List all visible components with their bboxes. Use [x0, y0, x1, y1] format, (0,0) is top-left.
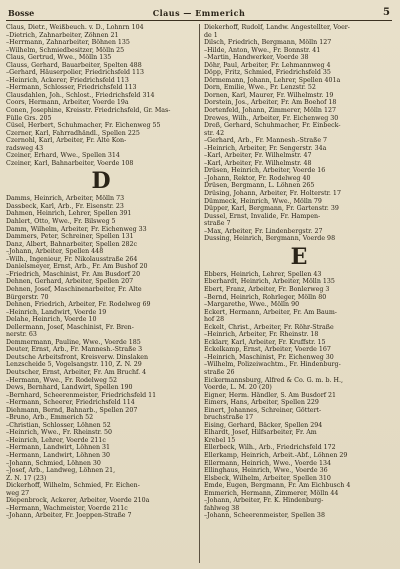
- directory-entry: Eimers, Hans, Arbeiter, Spellen 229: [204, 399, 319, 407]
- directory-entry: –Johann, Rektor, Fr. Rodelweg 40: [204, 174, 311, 182]
- directory-entry: fahlweg 38: [204, 504, 240, 512]
- directory-entry: Deutscher, Ernst, Arbeiter, Fr. Am Bruchf. 4: [6, 368, 147, 376]
- directory-entry: Diepenbrock, Ackerer, Arbeiter, Voerde 210a: [6, 497, 150, 505]
- directory-entry: –Bruno, Arb., Emmerich 52: [6, 414, 94, 422]
- directory-entry: Eckelt, Christ., Arbeiter, Fr. Röhr-Straße: [204, 323, 334, 331]
- directory-entry: Ebbers, Heinrich, Lehrer, Spellen 43: [204, 270, 322, 278]
- directory-entry: Düpper, Karl, Bergmann, Fr. Gartenstr. 39: [204, 205, 339, 213]
- directory-entry: –Heinrich, Landwirt, Voerde 19: [6, 308, 107, 316]
- directory-entry: Deutsche Arbeitsfront, Kreisverw. Dinslaken: [6, 353, 149, 361]
- directory-entry: –Friedrich, Maschinist, Fr. Am Busdorf 20: [6, 270, 141, 278]
- directory-entry: Claus, Gertrud, Wwe., Mölln 135: [6, 54, 112, 62]
- directory-entry: Drüsing, Johann, Arbeiter, Fr. Holterstr. 17: [204, 190, 341, 198]
- directory-entry: Dammers, Peter, Schreiner, Spellen 131: [6, 233, 134, 241]
- directory-entry: –Hermann, Landwirt, Löhnen 31: [6, 444, 111, 452]
- directory-entry: Eigner, Herm. Händler, S. Am Busdorf 21: [204, 391, 337, 399]
- directory-entry: Dehnen, Friedrich, Arbeiter, Fr. Rodelweg 69: [6, 301, 151, 309]
- directory-entry: bruchstraße 17: [204, 414, 254, 422]
- directory-entry: Eckert, Hermann, Arbeiter, Fr. Am Baum-: [204, 308, 337, 316]
- directory-entry: Dellermann, Josef, Maschinist, Fr. Bren-: [6, 323, 134, 331]
- directory-entry: str. 42: [204, 129, 225, 137]
- directory-entry: –Heinrich, Ackerer, Friedrichsfeld 113: [6, 76, 129, 84]
- directory-entry: –Margarethe, Wwe., Mölln 90: [204, 301, 300, 309]
- directory-entry: Dussel, Ernst, Invalide, Fr. Hampen-: [204, 212, 321, 220]
- directory-entry: Delahe, Heinrich, Voerde 10: [6, 316, 97, 324]
- directory-entry: Eising, Gerhard, Bäcker, Spellen 294: [204, 421, 323, 429]
- directory-entry: –Josef, Arb., Landweg, Löhnen 21,: [6, 467, 116, 475]
- directory-entry: Dickerhoff, Wilhelm, Schmied, Fr. Eichen-: [6, 482, 140, 490]
- directory-entry: Ellinghaus, Heinrich, Wwe., Voerde 36: [204, 467, 328, 475]
- directory-entry: Czernohl, Karl, Arbeiter, Fr. Alte Kon-: [6, 137, 127, 145]
- directory-entry: hof 28: [204, 316, 225, 324]
- column-divider: [199, 24, 200, 563]
- directory-entry: Dassbeck, Karl, Arb., Fr. Eisenstr. 23: [6, 202, 124, 210]
- directory-entry: –Wilhelm, Polizeiwachtm., Fr. Hindenburg-: [204, 361, 341, 369]
- directory-entry: –Herrmann, Zahnarbeiter, Böhnen 135: [6, 39, 130, 47]
- directory-entry: Diehmann, Bernd, Bahnarb., Spellen 207: [6, 406, 138, 414]
- directory-entry: –Gerhard, Häuserpolier, Friedrichsfeld 113: [6, 69, 145, 77]
- directory-entry: –Max, Arbeiter, Fr. Lindenbergstr. 27: [204, 227, 323, 235]
- directory-entry: Czerner, Karl, Fahrradhändl., Spellen 225: [6, 129, 140, 137]
- header-left-keyword: Bosse: [8, 8, 35, 18]
- directory-entry: Dörmemann, Johann, Lehrer, Spellen 401a: [204, 76, 341, 84]
- directory-entry: –Hermann, Scheerer, Friedrichsfeld 114: [6, 399, 135, 407]
- header-range: Claus — Emmerich: [152, 8, 246, 18]
- directory-entry: Eckelkamp, Ernst, Arbeiter, Voerde 167: [204, 346, 331, 354]
- directory-entry: Dorn, Emilie, Wwe., Fr. Lenzstr. 52: [204, 84, 316, 92]
- directory-entry: Dehnen, Josef, Maschinenarbeiter, Fr. Alte: [6, 285, 142, 293]
- directory-entry: Döpp, Fritz, Schmied, Friedrichsfeld 35: [204, 69, 331, 77]
- directory-entry: Dümmeck, Heinrich, Wwe., Mölln 79: [204, 197, 322, 205]
- directory-entry: Drüsen, Bergmann, L. Löhnen 265: [204, 182, 315, 190]
- directory-entry: Krebel 15: [204, 436, 236, 444]
- directory-entry: radsweg 43: [6, 144, 44, 152]
- directory-entry: de 1: [204, 31, 218, 39]
- directory-entry: –Heinrich, Arbeiter, Fr. Rheinstr. 18: [204, 331, 319, 339]
- directory-entry: –Heinrich, Arbeiter, Fr. Sengerstr. 34a: [204, 144, 327, 152]
- directory-entry: Demmermann, Pauline, Wwe., Voerde 185: [6, 338, 141, 346]
- left-entries-group-2: [6, 195, 196, 520]
- directory-entry: –Hermann, Landwirt, Löhnen 30: [6, 451, 111, 459]
- directory-entry: Ellerkamp, Heinrich, Arbeit.-Abf., Löhnen 29: [204, 451, 348, 459]
- directory-entry: Claus, Dietr., Weißbeuch. v. D., Lohnrn 104: [6, 24, 144, 31]
- directory-entry: –Bernd, Heinrich, Rohrleger, Mölln 80: [204, 293, 327, 301]
- directory-entry: –Karl, Arbeiter, Fr. Wilhelmstr. 48: [204, 159, 312, 167]
- directory-entry: –Karl, Arbeiter, Fr. Wilhelmstr. 47: [204, 152, 312, 160]
- right-entries-group-1: [204, 24, 394, 243]
- directory-entry: Emde, Eugen, Bergmann, Fr. Am Eichbusch 4: [204, 482, 351, 490]
- directory-entry: –Johann, Arbeiter, Fr. K. Hindenburg-: [204, 497, 324, 505]
- directory-entry: Dilsch, Friedrich, Bergmann, Mölln 127: [204, 39, 332, 47]
- directory-entry: Dorstein, Jos., Arbeiter, Fr. Am Boehof 18: [204, 99, 337, 107]
- directory-entry: Czeiner, Erhard, Wwe., Spellen 314: [6, 152, 120, 160]
- directory-entry: Eickermannsburg, Alfred & Co. G. m. b. H.,: [204, 376, 343, 384]
- directory-entry: Dahlert, Otto, Wwe., Fr. Bilsweg 5: [6, 218, 116, 226]
- section-initial-e: E: [290, 243, 308, 270]
- left-entries-group-1: [6, 24, 196, 167]
- directory-entry: –Hilde, Anton, Wwe., Fr. Bonnstr. 41: [204, 46, 321, 54]
- directory-entry: –Johann, Arbeiter, Fr. Joeppen-Straße 7: [6, 512, 132, 520]
- directory-entry: Coors, Hermann, Arbeiter, Voerde 19a: [6, 99, 129, 107]
- directory-entry: Drüsen, Heinrich, Arbeiter, Voerde 16: [204, 167, 326, 175]
- page-number: 5: [383, 7, 390, 18]
- directory-entry: –Heinrich, Lehrer, Voerde 211c: [6, 436, 106, 444]
- directory-entry: Conen, Josephine, Kreisstr. Friedrichsfeld, Gr. Mas-: [6, 107, 171, 115]
- directory-entry: Drewes, Wilh., Arbeiter, Fr. Eichenweg 30: [204, 114, 339, 122]
- directory-entry: Ebert, Franz, Arbeiter, Fr. Bonlerweg 3: [204, 285, 330, 293]
- directory-entry: Dornen, Karl, Maurer, Fr. Wilhelmstr. 19: [204, 91, 334, 99]
- directory-entry: Dews, Bernhard, Landwirt, Spellen 190: [6, 384, 133, 392]
- right-entries-group-2: [204, 271, 394, 520]
- left-column: [6, 24, 196, 565]
- directory-entry: Danz, Albert, Bahnarbeiter, Spellen 282c: [6, 240, 138, 248]
- directory-entry: straße 7: [204, 220, 231, 228]
- directory-entry: Z. N. 17 (23): [6, 474, 47, 482]
- directory-entry: weg 27: [6, 489, 30, 497]
- directory-entry: –Hermann, Wwe., Fr. Rodelweg 52: [6, 376, 117, 384]
- directory-entry: Clausdahlen, Joh., Schlost., Friedrichsfeld 314: [6, 91, 155, 99]
- directory-entry: Diekerhoff, Rudolf, Landw. Angestellter, Voer-: [204, 24, 350, 31]
- directory-entry: Cüsel, Herbert, Schuhmacher, Fr. Eichenweg 55: [6, 122, 161, 130]
- directory-entry: –Christian, Schlosser, Löhnen 52: [6, 421, 111, 429]
- directory-entry: Danielsmeyer, Ernst, Arb., Fr. Am Bushof 20: [6, 263, 148, 271]
- directory-entry: nerstr. 63: [6, 331, 37, 339]
- directory-entry: straße 26: [204, 368, 235, 376]
- directory-entry: –Johann, Schmied, Löhnen 30: [6, 459, 101, 467]
- header-rule: [6, 20, 392, 21]
- section-initial-d: D: [91, 168, 111, 195]
- directory-entry: Elsbeck, Wilhelm, Arbeiter, Spellen 310: [204, 474, 331, 482]
- right-column: [204, 24, 394, 565]
- directory-entry: –Heinrich, Wwe., Fr. Rheinstr. 50: [6, 429, 113, 437]
- directory-entry: Dehnen, Gerhard, Arbeiter, Spellen 207: [6, 278, 134, 286]
- directory-entry: Dreß, Gerhard, Schuhmacher, Fr. Einbeck-: [204, 122, 341, 130]
- directory-entry: Clauss, Gerhard, Bauarbeiter, Spelten 488: [6, 61, 142, 69]
- directory-entry: –Johann, Arbeiter, Spellen 448: [6, 248, 104, 256]
- directory-entry: Ecklarr, Karl, Arbeiter, Fr. Kruffstr. 15: [204, 338, 326, 346]
- page-header: [8, 6, 390, 20]
- directory-entry: –Wilh., Ingenieur, Fr. Nikolausstraße 264: [6, 255, 138, 263]
- directory-entry: Dahmen, Heinrich, Lehrer, Spellen 391: [6, 210, 132, 218]
- directory-entry: Ellerbeck, Wilh., Arb., Friedrichsfeld 172: [204, 444, 336, 452]
- directory-entry: Czeiner, Karl, Bahnarbeiter, Voerde 108: [6, 159, 134, 167]
- directory-entry: Döhr, Paul, Arbeiter, Fr. Lehmannweg 4: [204, 61, 331, 69]
- directory-entry: Damm, Wilhelm, Arbeiter, Fr. Eichenweg 33: [6, 225, 147, 233]
- directory-entry: Bürgerstr. 70: [6, 293, 49, 301]
- directory-entry: –Bernhard, Scheerenmeister, Friedrichsfeld 11: [6, 391, 157, 399]
- directory-entry: Einert, Johannes, Schreiner, Göttert-: [204, 406, 322, 414]
- directory-entry: –Wilhelm, Schmiedbesitzer, Mölln 25: [6, 46, 125, 54]
- directory-entry: Elhardt, Josef, Hilfsarbeiter, Fr. Am: [204, 429, 317, 437]
- directory-entry: –Hermann, Schlosser, Friedrichsfeld 113: [6, 84, 137, 92]
- directory-entry: Dussing, Heinrich, Bergmann, Voerde 98: [204, 235, 336, 243]
- directory-entry: Voerde, L. M. 20 (20): [204, 384, 272, 392]
- directory-entry: –Dietrich, Zahnarbeiter, Zöhnen 21: [6, 31, 119, 39]
- directory-entry: Damms, Heinrich, Arbeiter, Mölln 73: [6, 195, 125, 203]
- directory-entry: Dortenfeld, Johann, Zimmerer, Mölln 127: [204, 107, 336, 115]
- directory-entry: Deuter, Ernst, Arb., Fr. Mannesh.-Straße 3: [6, 346, 143, 354]
- directory-entry: –Hermann, Wachmeister, Voerde 211c: [6, 504, 128, 512]
- directory-entry: Lenzscheide 5, Vogelsangstr. 110, Z. N. 29: [6, 361, 142, 369]
- directory-entry: Eberhardt, Heinrich, Arbeiter, Mölln 135: [204, 278, 335, 286]
- directory-entry: –Johann, Scheerenmeister, Spellen 38: [204, 512, 325, 520]
- directory-entry: Emmerich, Hermann, Zimmerer, Mölln 44: [204, 489, 339, 497]
- directory-entry: –Heinrich, Maschinist, Fr. Eichenweg 30: [204, 353, 334, 361]
- directory-entry: Fülle Grs. 205: [6, 114, 52, 122]
- directory-entry: Ellermann, Heinrich, Wwe., Voerde 134: [204, 459, 331, 467]
- directory-entry: –Gerhard, Arb., Fr. Mannesh.-Straße 7: [204, 137, 328, 145]
- directory-entry: –Martin, Handwerker, Voerde 38: [204, 54, 309, 62]
